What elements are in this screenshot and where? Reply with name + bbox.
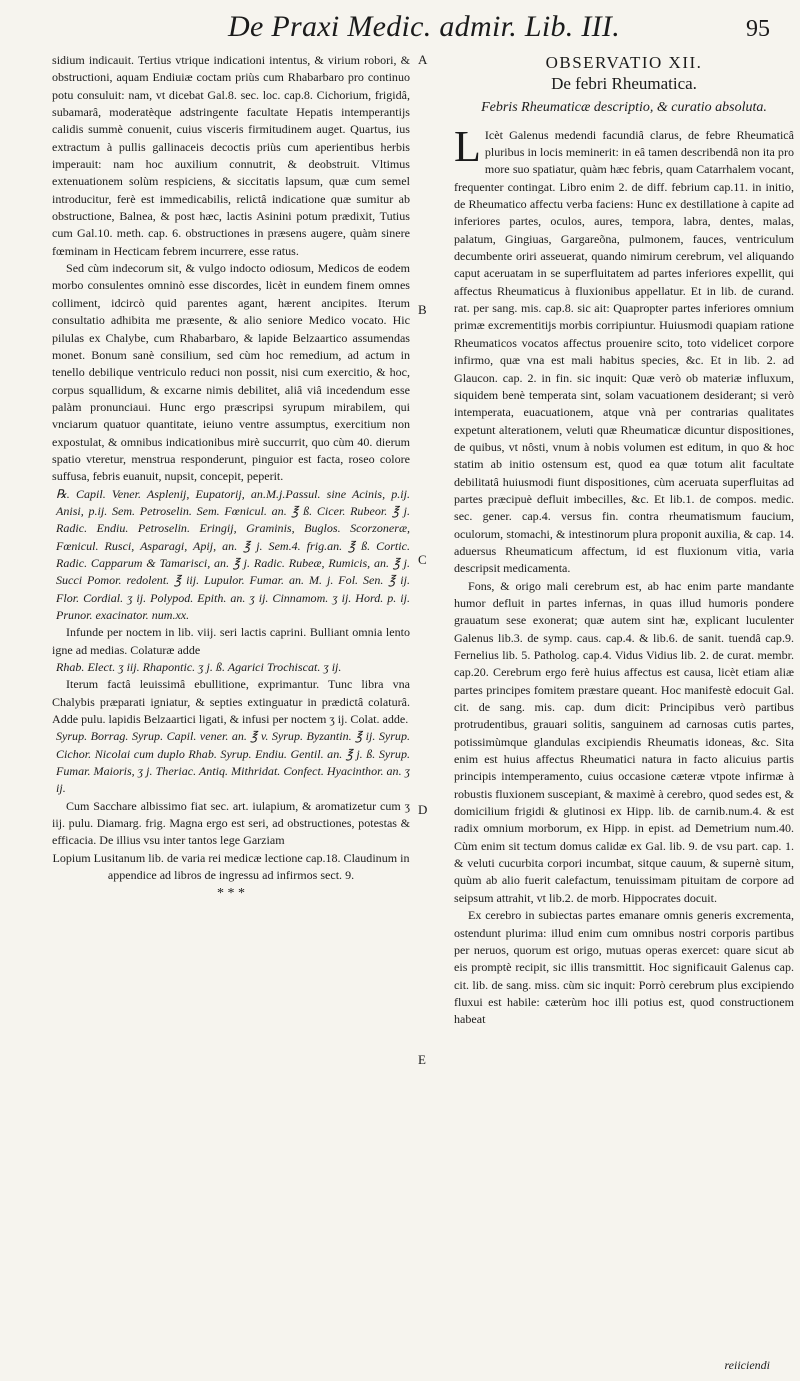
- margin-marker: D: [418, 802, 428, 817]
- page-number: 95: [746, 16, 770, 42]
- body-paragraph: Fons, & origo mali cerebrum est, ab hac enim parte mandante humor defluit in partes infernas, in quas illud humoris pondere grauatum sese exonerat; quæ autem sint hæ, explicant luculenter Galenus lib.3. de symp. caus. cap.4. & lib.6. de sanit. tuendâ cap.9. Fernelius lib. 5. Patholog. cap.4. Vidus Vidius lib. 2. de curat. membr. cap.20. Cerebrum ergo ferè huius affectus est causa, licèt etiam aliæ partes principes fomitem præstare queant. Hoc manifestè edocuit Gal. cit. de sang. mis. cap. dum dicit: Principibus verò partibus protrudentibus, grauari solitis, sanguinem ad carnosas cutis partes, potissimùmque glandulas excipiendis Rheumatis idoneas, &c. Sita enim est huius affectus Rheumatici natura in facto alicuius partis principis intemperamento, cuius occasione cæteræ vtpote infirmæ à robustis fluxionem suscepiant, & maximè à cerebro, quod sedes est, & domicilium frigidi & glutinosi ex Hipp. lib. de carnib.num.4. & est radix omnium morborum, ex Hipp. in epist. ad Demetrium num.40. Cùm enim sit tectum domus calidæ ex Gal. lib. 9. de vsu part. cap. 1. & veluti cucurbita corpori incumbat, sitque cauum, & supernè situm, quùm ab alio fuerit calefactum, tenuissimam pituitam de corpore ad seipsum attrahit, vt lib.2. de morb. Hippocrates docuit.: [454, 578, 794, 905]
- instruction-paragraph: Iterum factâ leuissimâ ebullitione, exprimantur. Tunc libra vna Chalybis præparati igniatur, & septies extinguatur in prædictâ colaturâ. Adde pulu. lapidis Belzaartici ligati, & infusi per noctem ʒ ij. Colat. adde.: [52, 677, 410, 727]
- margin-marker: C: [418, 552, 427, 567]
- margin-marker: B: [418, 302, 427, 317]
- recipe-block: Syrup. Borrag. Syrup. Capil. vener. an. ℥ v. Syrup. Byzantin. ℥ ij. Syrup. Cichor. Nicolai cum duplo Rhab. Syrup. Endiu. Gentil. an. ℥ j. ß. Syrup. Fumar. Maioris, ʒ j. Theriac. Antiq. Mithridat. Confect. Hyacinthor. an. ʒ ij.: [56, 729, 410, 796]
- body-paragraph: Ex cerebro in subiectas partes emanare omnis generis excrementa, ostendunt plurima: illud enim cum omnibus nostri corporis partibus per neruos, quorum est origo, mutuas operas exercet: quare sicut ab eis promptè recipit, sic illis transmittit. Hoc significauit Galenus cap. cit. lib. de sang. miss. cùm sic inquit: Porrò cerebrum plus excipiendo fluxui est habile: cæterùm hoc illi potius est, quod constructionem habeat: [454, 908, 794, 1027]
- catchword: reiiciendi: [724, 1358, 770, 1372]
- right-column: [454, 52, 794, 1029]
- margin-marker: A: [418, 52, 428, 67]
- observation-subtitle: De febri Rheumatica.: [551, 74, 697, 94]
- recipe-block: Rhab. Elect. ʒ iij. Rhapontic. ʒ j. ß. Agarici Trochiscat. ʒ ij.: [56, 660, 342, 675]
- body-paragraph: [454, 121, 794, 578]
- left-column: [52, 52, 410, 902]
- observation-title: OBSERVATIO XII.: [545, 53, 703, 72]
- ornament-stars: * * *: [217, 885, 245, 901]
- instruction-paragraph: Infunde per noctem in lib. viij. seri lactis caprini. Bulliant omnia lento igne ad medias. Colaturæ adde: [52, 625, 410, 657]
- margin-marker: E: [418, 1052, 426, 1067]
- observation-description: Febris Rheumaticæ descriptio, & curatio absoluta.: [481, 99, 767, 115]
- drop-cap: L: [454, 121, 481, 171]
- body-paragraph: Sed cùm indecorum sit, & vulgo indocto odiosum, Medicos de eodem morbo consulentes omninò esse discordes, licèt in eundem finem omnes colliment, idcircò quid parentes agant, hærent ancipites. Iterum consultatio adhibita me præsente, & alio seniore Medico vocato. Hic pilulas ex Chalybe, cum Rhabarbaro, & lapide Belzaartico assumendas monet. Bonum sanè consilium, sed cùm hoc remedium, ad actum in tenello debilique ventriculo reduci non possit, nisi cum exercitio, & hoc, corpus squallidum, & excarne nimis debilitet, aliâ viâ incedendum esse palàm pronunciaui. Hunc ergo præscripsi syrupum mirabilem, qui vnciarum quatuor quantitate, ieiuno ventre assumptus, exercitium non expostulat, & omnibus indicationibus mirè succurrit, quo cùm 40. dierum spatio vteretur, menstrua responderunt, pinguior est facta, roseo colore suffusa, febris euanuit, nupsit, concepit, peperit.: [52, 261, 410, 484]
- colophon: Lopium Lusitanum lib. de varia rei medicæ lectione cap.18. Claudinum in appendice ad libros de ingressu ad infirmos sect. 9.: [52, 850, 410, 883]
- paragraph-text: Icèt Galenus medendi facundiâ clarus, de febre Rheumaticâ pluribus in locis meminerit: in eâ tamen describendâ non ita pro more suo spatiatur, quàm hæc febris, quam Catarrhalem vocant, frequenter contingat. Libro enim 2. de diff. febrium cap.11. in initio, de Rheumatico affectu verba faciens: Hunc ex destillatione à capite ad inferiores partes, oculos, aures, tempora, labra, dentes, malas, palatum, Gingiuas, Gargareõna, pulmonem, fauces, ventriculum decumbente oriri asseuerat, quando nimirum cerebrum, vel aliquando caput aceruatam in se superfluitatem ad partes inferiores expellit, qui affectus Rheumaticus à fluxionibus appellatur. Et in lib. de curand. rat. per sang. mis. cap.8. sic ait: Quapropter partes inferiores omnium primæ excrementitijs morbis corripiuntur. Huiusmodi quapiam ratione Rheumaticos vocatos affectus prouenire scito, toto videlicet corpore infirmo, quæ vna est mali habitus species, &c. Et in lib. 2. ad Glaucon. cap. 2. in fin. sic inquit: Quæ verò ob materiæ influxum, siquidem benè temperata sint, solam vacuationem desiderant; si verò intemperata, euacuationem, atque vnà per contrarias qualitates expetunt alterationem, veluti quæ Rheumaticæ dicuntur dispositiones, de quibus, vt nôsti, vnum à nobis volumen est editum, in quo & hoc statim ab initio ostensum est, quod ea quæ totum alit facultate debilitatâ huiusmodi fiunt dispositiones, cùm aceruata superfluitas ad partes præcipuè defluit imbecilles, &c. Et lib.1. de compos. medic. sec. gener. cap.4. versus fin. contra rheumatismum faucium, oculorum, stomachi, & intestinorum plura proponit auxilia, & cap. 14. aduersus Rheumaticum affectum, id est fluxionum vitia, varia descripsit medicamenta.: [454, 127, 794, 576]
- recipe-block: ℞. Capil. Vener. Asplenij, Eupatorij, an.M.j.Passul. sine Acinis, p.ij. Anisi, p.ij. Sem. Petroselin. Sem. Fœnicul. an. ℥ ß. Cicer. Rubeor. ℥ j. Radic. Endiu. Petroselin. Eringij, Graminis, Buglos. Scorzoneræ, Fœnicul. Rusci, Asparagi, Apij, an. ℥ j. Sem.4. frig.an. ℥ ß. Cortic. Radic. Capparum & Tamarisci, an. ℥ j. Radic. Rubeæ, Rumicis, an. ℥ j. Succi Pomor. redolent. ℥ iij. Lupulor. Fumar. an. M. j. Fol. Sen. ℥ ij. Flor. Cordial. ʒ ij. Polypod. Epith. an. ʒ ij. Cinnamom. ʒ ij. Hord. p. ij. Prunor. exacinator. num.xx.: [56, 486, 410, 622]
- running-title: De Praxi Medic. admir. Lib. III.: [228, 10, 621, 43]
- body-paragraph: sidium indicauit. Tertius vtrique indicationi intentus, & virium robori, & obstructioni, aquam Endiuiæ coctam priùs cum Rhabarbaro pro continuo potu consuluit: nam, vt dicebat Gal.8. sec. loc. cap.8. Cichorium, frigidâ, subamarâ, moderatèque adstringente facultate Hepatis intemperantijs calidis summè conuenit, cuius visceris firmitudinem auget. Quartus, ius extractum à pullis gallinaceis decoctis priùs cum aperientibus herbis imperauit: nam hoc auxilium connutrit, & deobstruit. Vltimus extenuationem solùm respiciens, & siccitatis lapsum, quæ cum semel introducitur, ferè est immedicabilis, relictâ indicatione quæ sumitur ab obstructione, Balnea, & post hæc, lactis Asinini potum prædixit, Tutius cum Gal.10. meth. cap. 6. obstructiones in præsens augere, quàm sinere fœminam in Hecticam febrem incurrere, esse ratus.: [52, 53, 410, 258]
- instruction-paragraph: Cum Sacchare albissimo fiat sec. art. iulapium, & aromatizetur cum ʒ iij. pulu. Diamarg. frig. Magna ergo est seri, ad obstructiones, potestas & efficacia. De illius vsu inter tantos lege Garziam: [52, 798, 410, 848]
- running-header: [0, 8, 800, 48]
